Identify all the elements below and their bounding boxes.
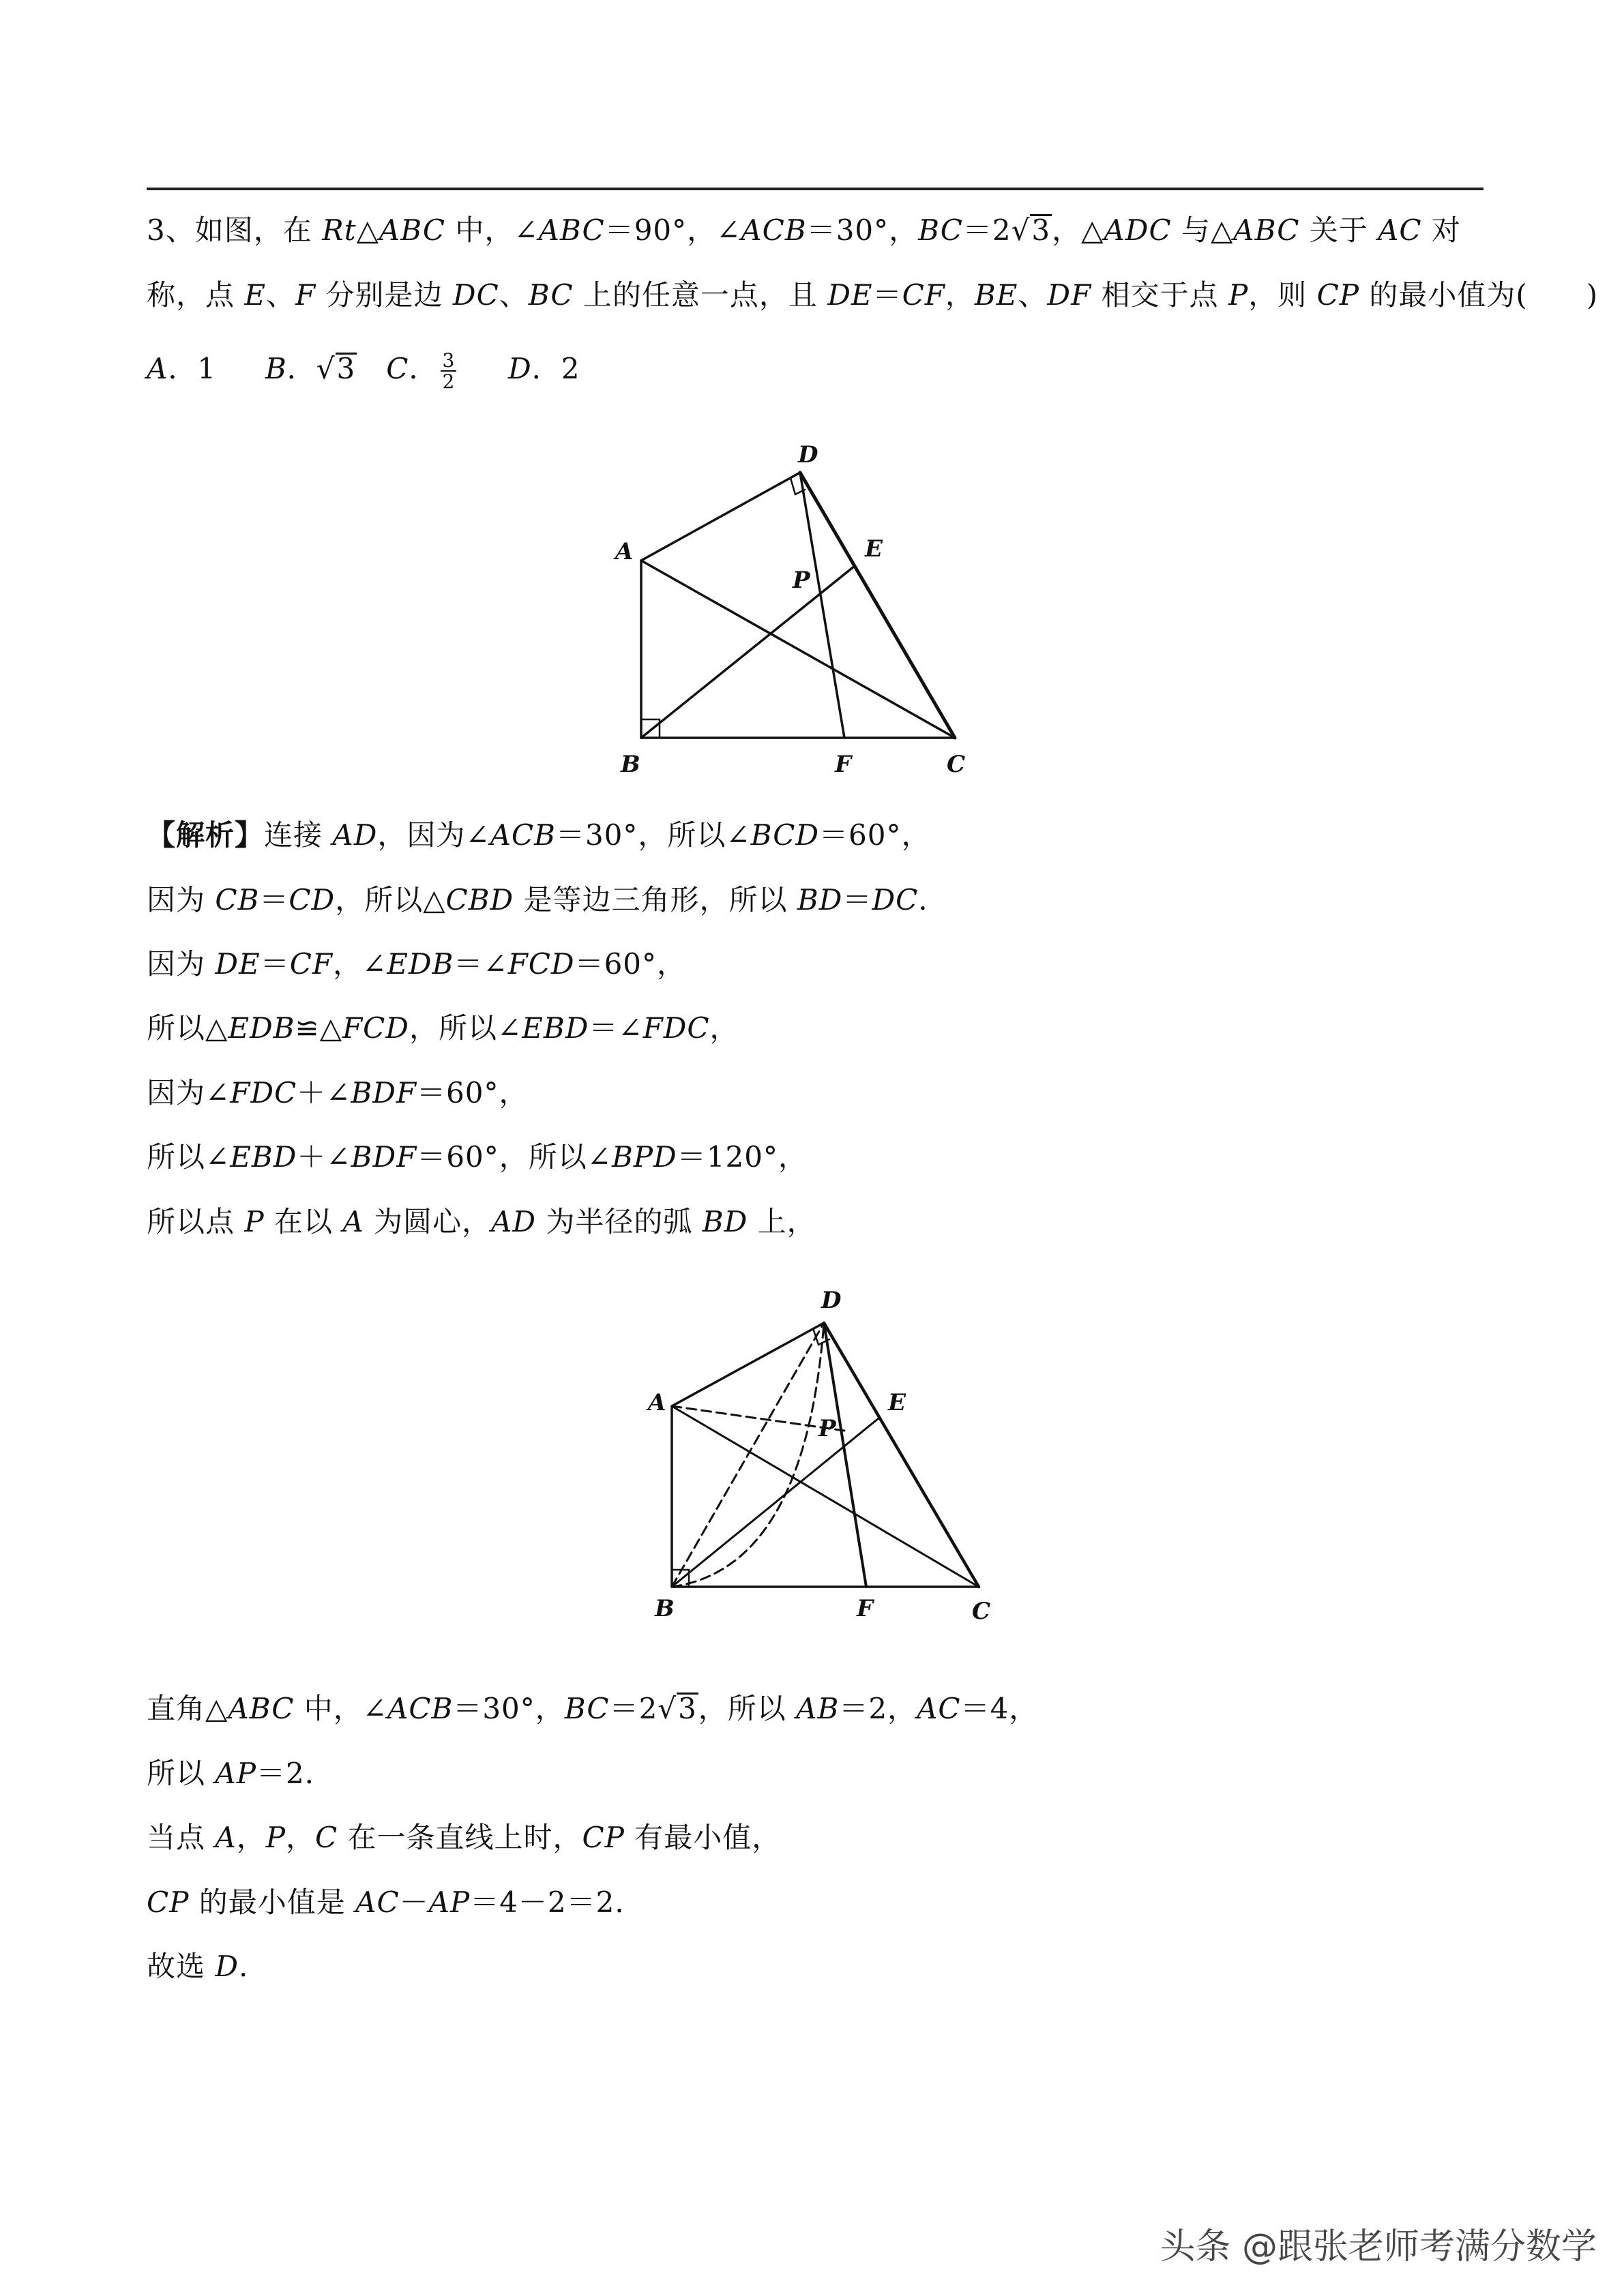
answer-options: A．1 B．√3 C． $\frac{3}{2}$ D．2 <box>147 348 580 393</box>
solution-line-10: 当点 A，P，C 在一条直线上时，CP 有最小值， <box>147 1821 782 1854</box>
header-rule <box>147 188 1483 190</box>
segment-ad <box>641 473 800 561</box>
segment-dc <box>824 1323 979 1587</box>
label-f: F <box>857 1595 874 1622</box>
label-d: D <box>798 441 818 468</box>
fraction: $\frac{3}{2}$ <box>442 348 456 393</box>
solution-line-2: 因为 CB＝CD，所以△CBD 是等边三角形，所以 BD＝DC. <box>147 883 928 916</box>
figure-1 <box>600 430 982 784</box>
label-c: C <box>947 751 966 778</box>
solution-line-6: 所以∠EBD＋∠BDF＝60°，所以∠BPD＝120°， <box>147 1140 808 1174</box>
label-e: E <box>888 1389 906 1416</box>
label-p: P <box>818 1415 836 1442</box>
label-a: A <box>648 1389 666 1416</box>
sqrt-radicand: 3 <box>1031 213 1051 247</box>
solution-line-5: 因为∠FDC＋∠BDF＝60°， <box>147 1076 529 1109</box>
label-d: D <box>821 1287 842 1314</box>
option-d-label: D <box>508 352 532 385</box>
segment-df <box>824 1323 866 1587</box>
segment-be <box>672 1418 879 1587</box>
solution-line-11: CP 的最小值是 AC－AP＝4－2＝2. <box>147 1885 625 1919</box>
solution-line-8: 直角△ABC 中，∠ACB＝30°，BC＝2√3，所以 AB＝2，AC＝4， <box>147 1692 1039 1725</box>
label-f: F <box>835 751 852 778</box>
label-c: C <box>972 1598 991 1625</box>
solution-line-9: 所以 AP＝2. <box>147 1757 315 1790</box>
solution-line-1: 【解析】连接 AD，因为∠ACB＝30°，所以∠BCD＝60°， <box>147 818 931 852</box>
label-e: E <box>865 535 883 563</box>
label-a: A <box>615 538 634 565</box>
label-b: B <box>621 751 640 778</box>
option-a-label: A <box>147 352 168 385</box>
solution-line-12: 故选 D. <box>147 1950 249 1983</box>
solution-line-3: 因为 DE＝CF，∠EDB＝∠FCD＝60°， <box>147 947 687 981</box>
solution-heading: 【解析】 <box>147 818 265 852</box>
solution-line-4: 所以△EDB≌△FCD，所以∠EBD＝∠FDC， <box>147 1011 739 1045</box>
option-c-label: C <box>386 352 409 385</box>
watermark: 头条 @跟张老师考满分数学 <box>1160 2226 1597 2267</box>
problem-line-2: 称，点 E、F 分别是边 DC、BC 上的任意一点，且 DE＝CF，BE、DF 相交于点 P，则 CP 的最小值为( ) <box>147 278 1599 312</box>
option-b-label: B <box>265 352 287 385</box>
segment-be <box>641 566 855 738</box>
figure-2 <box>634 1282 1003 1637</box>
problem-line-1: 3、如图，在 Rt△ABC 中，∠ABC＝90°，∠ACB＝30°，BC＝2√3，△ADC 与△ABC 关于 AC 对 <box>147 213 1461 247</box>
label-p: P <box>793 567 810 594</box>
solution-line-7: 所以点 P 在以 A 为圆心，AD 为半径的弧 BD 上， <box>147 1205 816 1238</box>
label-b: B <box>655 1595 675 1622</box>
